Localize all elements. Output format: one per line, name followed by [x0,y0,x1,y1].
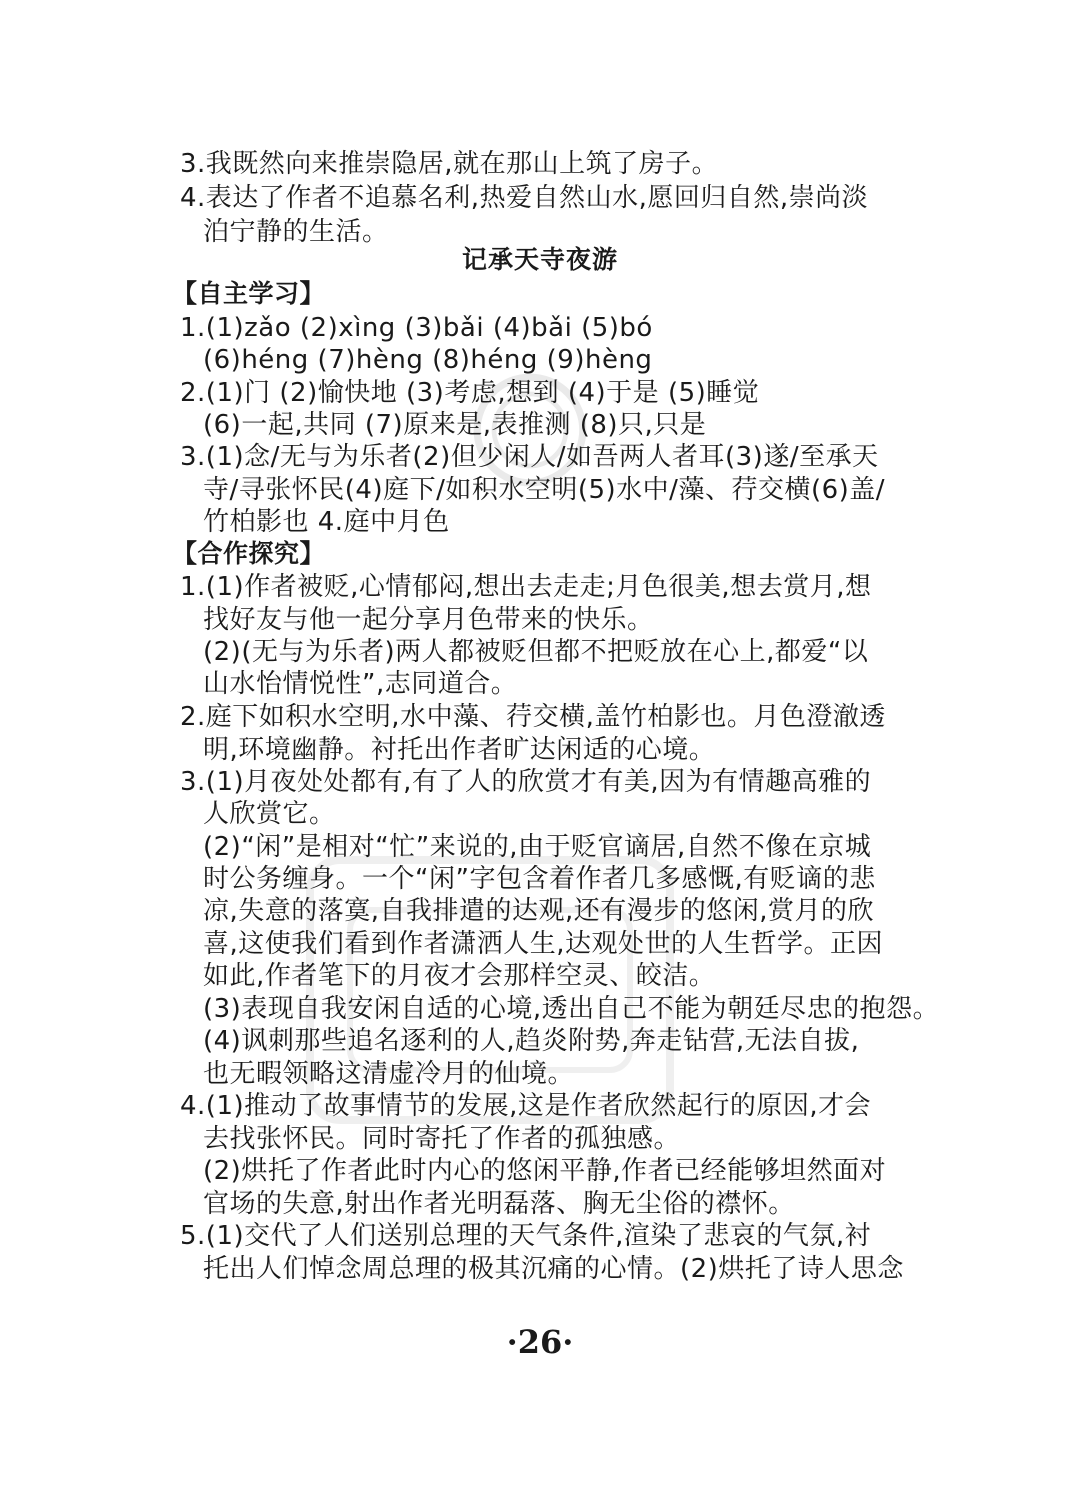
answer-line: 人欣赏它。 [203,799,336,829]
answer-line: 3.(1)念/无与为乐者(2)但少闲人/如吾两人者耳(3)遂/至承天 [180,442,879,472]
answer-line: 2.庭下如积水空明,水中藻、荇交横,盖竹柏影也。月色澄澈透 [180,702,886,732]
answer-line: (4)讽刺那些追名逐利的人,趋炎附势,奔走钻营,无法自拔, [203,1026,860,1056]
answer-line: 时公务缠身。一个“闲”字包含着作者几多感慨,有贬谪的悲 [203,864,876,894]
answer-line: 竹柏影也 4.庭中月色 [203,507,450,537]
answer-line: 也无暇领略这清虚冷月的仙境。 [203,1059,575,1089]
answer-line: 寺/寻张怀民(4)庭下/如积水空明(5)水中/藻、荇交横(6)盖/ [203,475,886,505]
answer-line: 4.(1)推动了故事情节的发展,这是作者欣然起行的原因,才会 [180,1091,872,1121]
answer-line: 泊宁静的生活。 [203,217,389,247]
answer-line: 去找张怀民。同时寄托了作者的孤独感。 [203,1124,681,1154]
page-number: ·26· [506,1323,574,1361]
answer-line: 1.(1)zǎo (2)xìng (3)bǎi (4)bǎi (5)bó [180,313,653,343]
answer-line: (2)(无与为乐者)两人都被贬但都不把贬放在心上,都爱“以 [203,637,869,667]
section-heading-self-study: 【自主学习】 [172,279,326,308]
answer-line: 3.我既然向来推崇隐居,就在那山上筑了房子。 [180,149,719,179]
answer-line: (6)一起,共同 (7)原来是,表推测 (8)只,只是 [203,410,707,440]
answer-line: (2)“闲”是相对“忙”来说的,由于贬官谪居,自然不像在京城 [203,832,872,862]
answer-line: 山水怡情悦性”,志同道合。 [203,669,518,699]
answer-line: 5.(1)交代了人们送别总理的天气条件,渲染了悲哀的气氛,衬 [180,1221,872,1251]
answer-line: 1.(1)作者被贬,心情郁闷,想出去走走;月色很美,想去赏月,想 [180,572,872,602]
answer-line: 2.(1)门 (2)愉快地 (3)考虑,想到 (4)于是 (5)睡觉 [180,378,760,408]
answer-line: (2)烘托了作者此时内心的悠闲平静,作者已经能够坦然面对 [203,1156,887,1186]
answer-line: 3.(1)月夜处处都有,有了人的欣赏才有美,因为有情趣高雅的 [180,767,872,797]
section-heading-cooperation: 【合作探究】 [172,539,326,568]
answer-line: 明,环境幽静。衬托出作者旷达闲适的心境。 [203,735,716,765]
answer-line: 凉,失意的落寞,自我排遣的达观,还有漫步的悠闲,赏月的欣 [203,896,875,926]
answer-line: 4.表达了作者不追慕名利,热爱自然山水,愿回归自然,崇尚淡 [180,183,869,213]
answer-line: (3)表现自我安闲自适的心境,透出自己不能为朝廷尽忠的抱怨。 [203,994,940,1024]
answer-line: 找好友与他一起分享月色带来的快乐。 [203,605,654,635]
section-title: 记承天寺夜游 [461,245,618,274]
answer-line: 托出人们悼念周总理的极其沉痛的心情。(2)烘托了诗人思念 [203,1254,904,1284]
answer-line: 如此,作者笔下的月夜才会那样空灵、皎洁。 [203,961,716,991]
answer-line: 喜,这使我们看到作者潇洒人生,达观处世的人生哲学。正因 [203,929,884,959]
answer-line: (6)héng (7)hèng (8)héng (9)hèng [203,345,653,375]
answer-line: 官场的失意,射出作者光明磊落、胸无尘俗的襟怀。 [203,1189,795,1219]
